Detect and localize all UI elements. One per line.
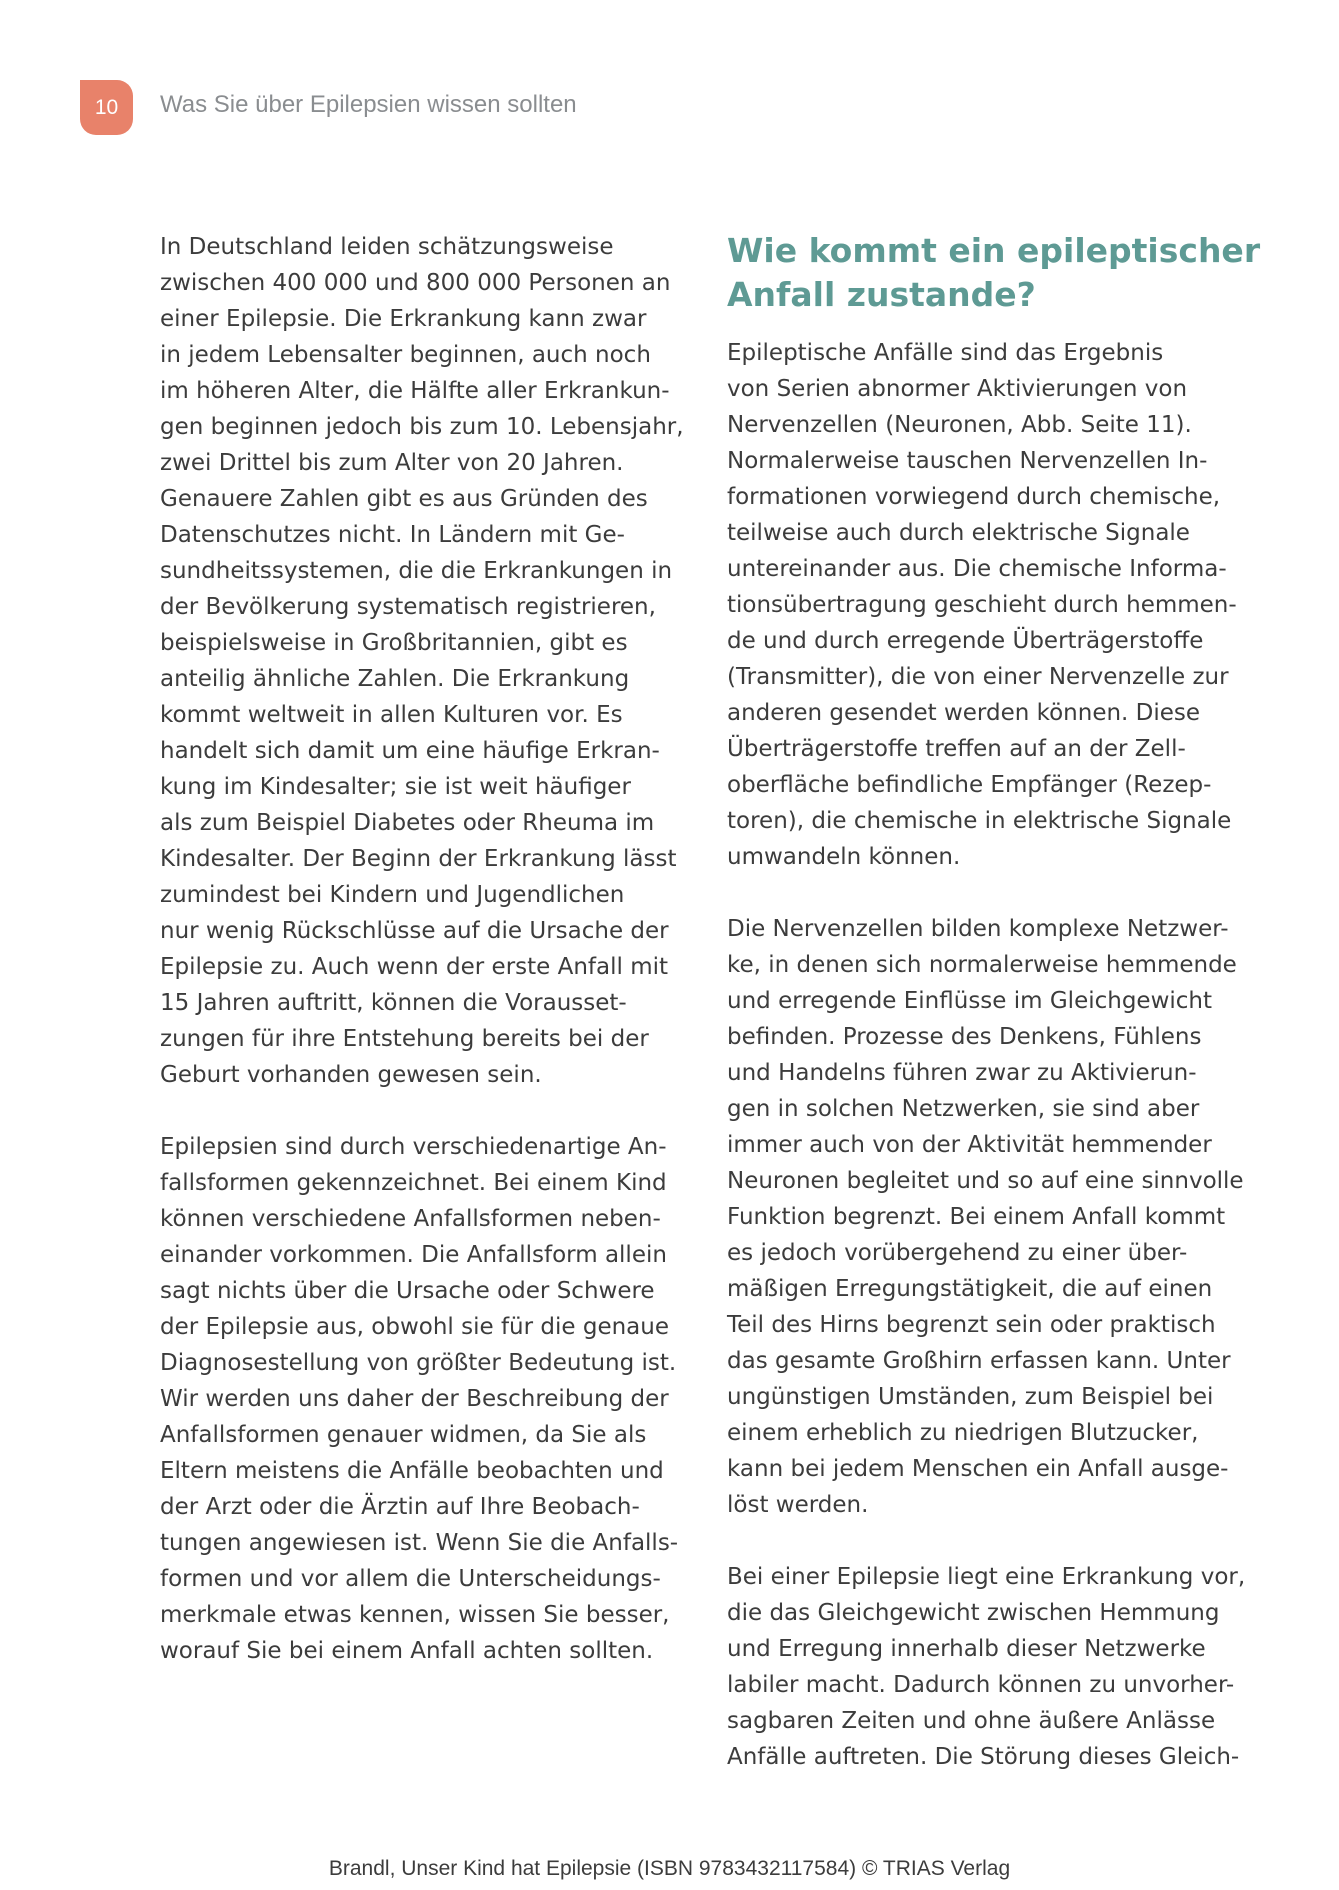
running-title: Was Sie über Epilepsien wissen sollten <box>160 91 577 118</box>
footer-citation: Brandl, Unser Kind hat Epilepsie (ISBN 9783432117584) © TRIAS Verlag <box>328 1857 1011 1880</box>
text-line: Nervenzellen (Neuronen, Abb. Seite 11). <box>727 412 1192 438</box>
text-line: Teil des Hirns begrenzt sein oder praktisch <box>727 1312 1216 1338</box>
text-line: Genauere Zahlen gibt es aus Gründen des <box>160 486 648 512</box>
text-line: ungünstigen Umständen, zum Beispiel bei <box>727 1384 1214 1410</box>
text-line: mäßigen Erregungstätigkeit, die auf einen <box>727 1276 1213 1302</box>
text-line: tionsübertragung geschieht durch hemmen- <box>727 592 1237 618</box>
text-line: sundheitssystemen, die die Erkrankungen in <box>160 558 673 584</box>
text-line: kann bei jedem Menschen ein Anfall ausge- <box>727 1456 1229 1482</box>
text-line: sagt nichts über die Ursache oder Schwere <box>160 1278 655 1304</box>
text-line: Normalerweise tauschen Nervenzellen In- <box>727 448 1208 474</box>
text-line: einer Epilepsie. Die Erkrankung kann zwar <box>160 306 647 332</box>
text-line: Kindesalter. Der Beginn der Erkrankung lässt <box>160 846 677 872</box>
text-line: fallsformen gekennzeichnet. Bei einem Kind <box>160 1170 667 1196</box>
text-line: (Transmitter), die von einer Nervenzelle zur <box>727 664 1229 690</box>
text-line: der Epilepsie aus, obwohl sie für die genaue <box>160 1314 669 1340</box>
text-line: Datenschutzes nicht. In Ländern mit Ge- <box>160 522 625 548</box>
text-line: einander vorkommen. Die Anfallsform allein <box>160 1242 667 1268</box>
text-line: In Deutschland leiden schätzungsweise <box>160 234 614 260</box>
text-line: labiler macht. Dadurch können zu unvorher- <box>727 1672 1235 1698</box>
text-line: gen beginnen jedoch bis zum 10. Lebensjahr, <box>160 414 684 440</box>
text-line: Funktion begrenzt. Bei einem Anfall kommt <box>727 1204 1226 1230</box>
text-line: Anfälle auftreten. Die Störung dieses Gleich- <box>727 1744 1240 1770</box>
text-line: Bei einer Epilepsie liegt eine Erkrankung vor, <box>727 1564 1246 1590</box>
text-line: das gesamte Großhirn erfassen kann. Unter <box>727 1348 1231 1374</box>
text-line: 15 Jahren auftritt, können die Vorausset- <box>160 990 627 1016</box>
text-line: anderen gesendet werden können. Diese <box>727 700 1201 726</box>
paragraph <box>160 1129 680 1669</box>
text-line: beispielsweise in Großbritannien, gibt es <box>160 630 628 656</box>
text-line: merkmale etwas kennen, wissen Sie besser, <box>160 1602 670 1628</box>
text-line: anteilig ähnliche Zahlen. Die Erkrankung <box>160 666 630 692</box>
text-line: immer auch von der Aktivität hemmender <box>727 1132 1212 1158</box>
heading-line: Anfall zustande? <box>727 275 1036 314</box>
text-line: und Handelns führen zwar zu Aktivierun- <box>727 1060 1197 1086</box>
left-column <box>160 229 684 1669</box>
page-number: 10 <box>94 95 119 119</box>
text-line: tungen angewiesen ist. Wenn Sie die Anfalls- <box>160 1530 679 1556</box>
text-line: befinden. Prozesse des Denkens, Fühlens <box>727 1024 1202 1050</box>
text-line: Epilepsien sind durch verschiedenartige An- <box>160 1134 667 1160</box>
text-line: toren), die chemische in elektrische Signale <box>727 808 1232 834</box>
text-line: formen und vor allem die Unterscheidungs- <box>160 1566 661 1592</box>
text-line: zwei Drittel bis zum Alter von 20 Jahren. <box>160 450 624 476</box>
text-line: oberfläche befindliche Empfänger (Rezep- <box>727 772 1212 798</box>
text-line: Anfallsformen genauer widmen, da Sie als <box>160 1422 647 1448</box>
text-line: umwandeln können. <box>727 844 961 870</box>
text-line: und erregende Einflüsse im Gleichgewicht <box>727 988 1213 1014</box>
text-line: in jedem Lebensalter beginnen, auch noch <box>160 342 651 368</box>
text-line: formationen vorwiegend durch chemische, <box>727 484 1221 510</box>
text-line: löst werden. <box>727 1492 869 1518</box>
paragraph <box>727 911 1247 1523</box>
text-line: gen in solchen Netzwerken, sie sind aber <box>727 1096 1200 1122</box>
text-line: ke, in denen sich normalerweise hemmende <box>727 952 1237 978</box>
text-line: und Erregung innerhalb dieser Netzwerke <box>727 1636 1206 1662</box>
text-line: Wir werden uns daher der Beschreibung der <box>160 1386 669 1412</box>
text-line: zumindest bei Kindern und Jugendlichen <box>160 882 625 908</box>
heading-line: Wie kommt ein epileptischer <box>727 231 1261 270</box>
text-line: kommt weltweit in allen Kulturen vor. Es <box>160 702 623 728</box>
text-line: können verschiedene Anfallsformen neben- <box>160 1206 661 1232</box>
text-line: Epileptische Anfälle sind das Ergebnis <box>727 340 1164 366</box>
text-line: Eltern meistens die Anfälle beobachten und <box>160 1458 664 1484</box>
right-column <box>727 229 1261 1775</box>
text-line: untereinander aus. Die chemische Informa- <box>727 556 1227 582</box>
text-line: sagbaren Zeiten und ohne äußere Anlässe <box>727 1708 1216 1734</box>
text-line: als zum Beispiel Diabetes oder Rheuma im <box>160 810 655 836</box>
paragraph-gap <box>727 875 1247 911</box>
text-line: kung im Kindesalter; sie ist weit häufiger <box>160 774 631 800</box>
text-line: einem erheblich zu niedrigen Blutzucker, <box>727 1420 1199 1446</box>
text-line: Die Nervenzellen bilden komplexe Netzwer- <box>727 916 1229 942</box>
paragraph <box>160 229 684 1093</box>
paragraph-gap <box>727 1523 1247 1559</box>
paragraph-gap <box>160 1093 680 1129</box>
text-line: von Serien abnormer Aktivierungen von <box>727 376 1188 402</box>
text-line: im höheren Alter, die Hälfte aller Erkrankun- <box>160 378 670 404</box>
text-line: Neuronen begleitet und so auf eine sinnvolle <box>727 1168 1244 1194</box>
page-number-badge <box>80 80 133 135</box>
text-line: worauf Sie bei einem Anfall achten sollten. <box>160 1638 654 1664</box>
text-line: teilweise auch durch elektrische Signale <box>727 520 1190 546</box>
text-line: nur wenig Rückschlüsse auf die Ursache der <box>160 918 669 944</box>
paragraph <box>727 1559 1247 1775</box>
text-line: Geburt vorhanden gewesen sein. <box>160 1062 542 1088</box>
section-heading <box>727 229 1261 317</box>
text-line: Epilepsie zu. Auch wenn der erste Anfall mit <box>160 954 669 980</box>
text-line: der Bevölkerung systematisch registrieren, <box>160 594 656 620</box>
text-line: die das Gleichgewicht zwischen Hemmung <box>727 1600 1220 1626</box>
right-column-body <box>727 335 1247 1775</box>
text-line: handelt sich damit um eine häufige Erkran- <box>160 738 660 764</box>
text-line: zwischen 400 000 und 800 000 Personen an <box>160 270 671 296</box>
paragraph <box>727 335 1247 875</box>
text-line: zungen für ihre Entstehung bereits bei der <box>160 1026 649 1052</box>
text-line: de und durch erregende Überträgerstoffe <box>727 628 1204 654</box>
text-line: Diagnosestellung von größter Bedeutung ist. <box>160 1350 677 1376</box>
text-line: Überträgerstoffe treffen auf an der Zell- <box>727 736 1186 762</box>
text-line: der Arzt oder die Ärztin auf Ihre Beobach- <box>160 1494 640 1520</box>
text-line: es jedoch vorübergehend zu einer über- <box>727 1240 1188 1266</box>
